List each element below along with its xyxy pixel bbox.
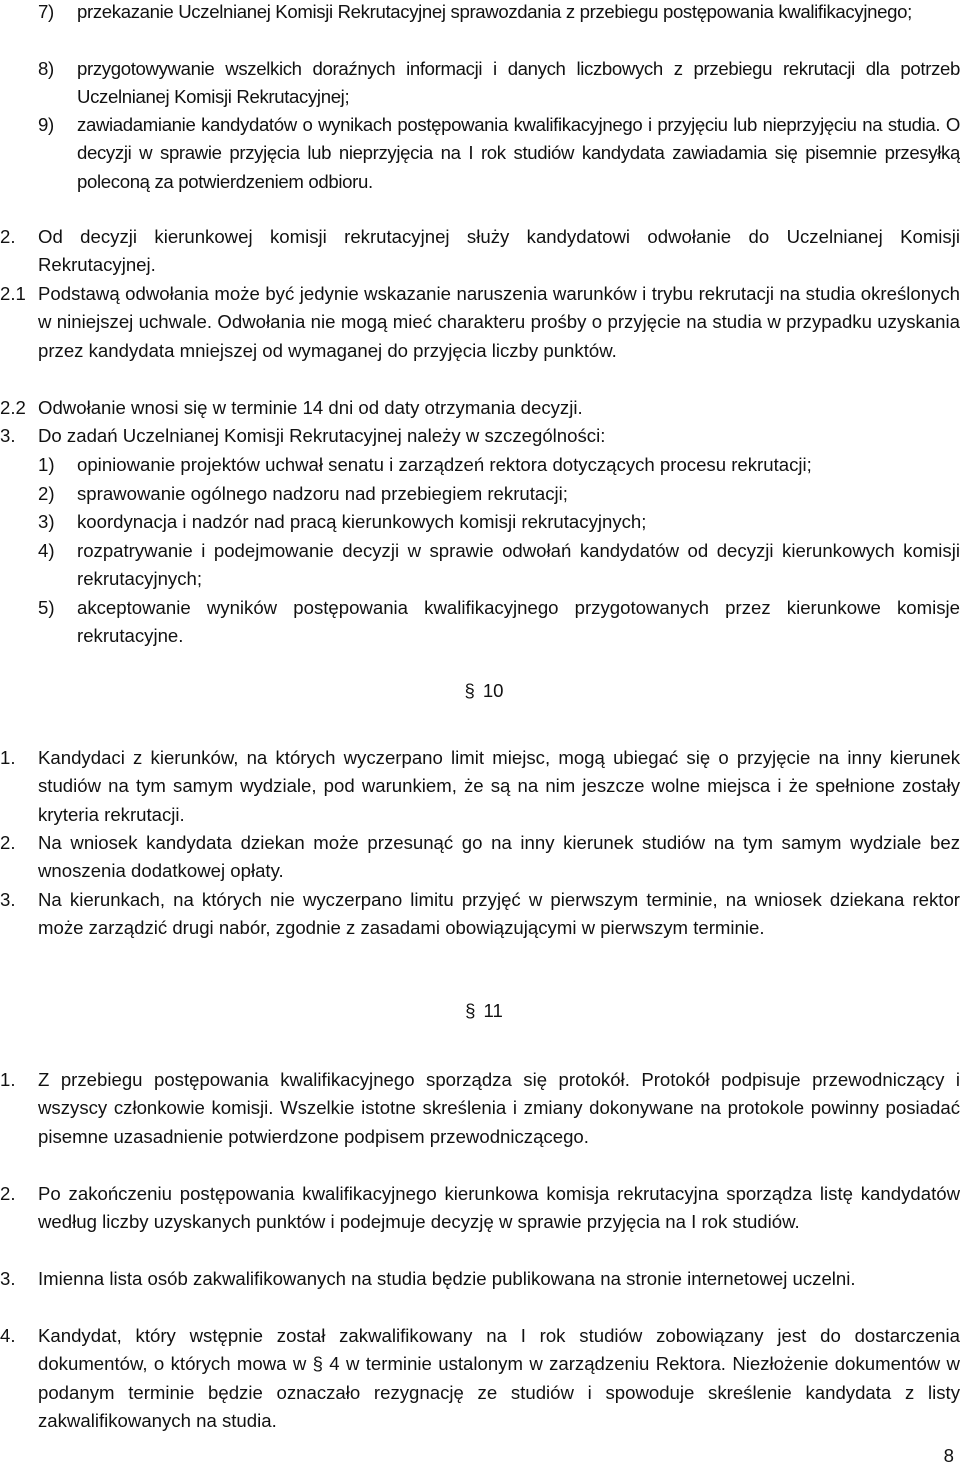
paragraph-point: [0, 1322, 960, 1436]
point-text: Kandydat, który wstępnie został zakwalifikowany na I rok studiów zobowiązany jest do dostarczenia dokumentów, o których mowa w § 4 w terminie ustalonym w zarządzeniu Rektora. Niezłożenie dokumentów w podanym terminie będzie oznaczało rezygnację ze studiów i spowoduje skreślenie kandydata z listy zakwalifikowanych na studia.: [38, 1325, 960, 1432]
point-number: 2.2: [0, 397, 26, 418]
list-item-number: 7): [38, 1, 54, 22]
list-item: [0, 55, 960, 113]
point-number: 3.: [0, 889, 16, 910]
list-item: [0, 0, 960, 56]
list-item-number: 1): [38, 454, 55, 475]
point-text: Na kierunkach, na których nie wyczerpano limitu przyjęć w pierwszym terminie, na wniosek dziekana rektor może zarządzić drugi nabór, zgodnie z zasadami obowiązującymi w pierwszym terminie.: [38, 889, 960, 939]
point-text: Do zadań Uczelnianej Komisji Rekrutacyjnej należy w szczególności:: [38, 425, 606, 446]
point-number: 4.: [0, 1325, 16, 1346]
paragraph-point: [0, 886, 960, 972]
point-number: 3.: [0, 425, 16, 446]
point-number: 1.: [0, 747, 16, 768]
list-item-number: 2): [38, 483, 55, 504]
page-number: 8: [943, 1445, 954, 1466]
list-item-number: 8): [38, 58, 54, 79]
list-item: [0, 451, 960, 480]
list-item-number: 4): [38, 540, 55, 561]
point-text: Po zakończeniu postępowania kwalifikacyjnego kierunkowa komisja rekrutacyjna sporządza listę kandydatów według liczby uzyskanych punktów i podejmuje decyzję w sprawie przyjęcia na I rok studiów.: [38, 1183, 960, 1233]
point-text: Na wniosek kandydata dziekan może przesunąć go na inny kierunek studiów na tym samym wydziale bez wnoszenia dodatkowej opłaty.: [38, 832, 960, 882]
list-item-text: przekazanie Uczelnianej Komisji Rekrutacyjnej sprawozdania z przebiegu postępowania kwalifikacyjnego;: [77, 1, 912, 22]
paragraph-point: [0, 829, 960, 887]
list-item: [0, 111, 960, 197]
paragraph-point: [0, 1265, 960, 1323]
paragraph-point: [0, 744, 960, 830]
point-text: Podstawą odwołania może być jedynie wskazanie naruszenia warunków i trybu rekrutacji na studia określonych w niniejszej uchwale. Odwołania nie mogą mieć charakteru prośby o przyjęcie na studia w przypadku uzyskania przez kandydata mniejszej od wymaganej do przyjęcia liczby punktów.: [38, 283, 960, 361]
list-item: [0, 480, 960, 509]
point-text: Imienna lista osób zakwalifikowanych na studia będzie publikowana na stronie internetowej uczelni.: [38, 1268, 856, 1289]
list-item-text: opiniowanie projektów uchwał senatu i zarządzeń rektora dotyczących procesu rekrutacji;: [77, 454, 812, 475]
list-item-text: przygotowywanie wszelkich doraźnych informacji i danych liczbowych z przebiegu rekrutacji dla potrzeb Uczelnianej Komisji Rekrutacyjnej;: [77, 58, 960, 108]
section-number: 10: [482, 680, 504, 701]
point-number: 1.: [0, 1069, 16, 1090]
paragraph-point: [0, 422, 960, 451]
list-item-text: sprawowanie ogólnego nadzoru nad przebiegiem rekrutacji;: [77, 483, 568, 504]
section-sign: §: [464, 680, 475, 701]
point-number: 3.: [0, 1268, 16, 1289]
section-sign: §: [465, 1000, 476, 1021]
section-heading: [0, 1000, 960, 1022]
paragraph-point: [0, 394, 960, 423]
list-item-number: 5): [38, 597, 55, 618]
paragraph-point: [0, 280, 960, 394]
list-item-text: rozpatrywanie i podejmowanie decyzji w sprawie odwołań kandydatów od decyzji kierunkowych komisji rekrutacyjnych;: [77, 540, 960, 590]
point-text: Kandydaci z kierunków, na których wyczerpano limit miejsc, mogą ubiegać się o przyjęcie na inny kierunek studiów na tym samym wydziale, pod warunkiem, że są na nim jeszcze wolne miejsca i że spełnione zostały kryteria rekrutacji.: [38, 747, 960, 825]
paragraph-point: [0, 1066, 960, 1180]
point-text: Z przebiegu postępowania kwalifikacyjnego sporządza się protokół. Protokół podpisuje przewodniczący i wszyscy członkowie komisji. Wszelkie istotne skreślenia i zmiany dokonywane na protokole powinny posiadać pisemne uzasadnienie potwierdzone podpisem przewodniczącego.: [38, 1069, 960, 1147]
paragraph-point: [0, 1180, 960, 1266]
point-number: 2.1: [0, 283, 26, 304]
list-item: [0, 537, 960, 595]
paragraph-point: [0, 223, 960, 281]
section-heading: [0, 680, 960, 702]
list-item-text: akceptowanie wyników postępowania kwalifikacyjnego przygotowanych przez kierunkowe komisje rekrutacyjne.: [77, 597, 960, 647]
point-number: 2.: [0, 226, 16, 247]
list-item-text: zawiadamianie kandydatów o wynikach postępowania kwalifikacyjnego i przyjęciu lub nieprzyjęciu na studia. O decyzji w sprawie przyjęcia lub nieprzyjęcia na I rok studiów kandydata zawiadamia się pisemnie przesyłką poleconą za potwierdzeniem odbioru.: [77, 114, 960, 192]
point-text: Odwołanie wnosi się w terminie 14 dni od daty otrzymania decyzji.: [38, 397, 583, 418]
point-text: Od decyzji kierunkowej komisji rekrutacyjnej służy kandydatowi odwołanie do Uczelnianej Komisji Rekrutacyjnej.: [38, 226, 960, 276]
list-item: [0, 508, 960, 537]
list-item-text: koordynacja i nadzór nad pracą kierunkowych komisji rekrutacyjnych;: [77, 511, 647, 532]
point-number: 2.: [0, 1183, 16, 1204]
section-number: 11: [483, 1000, 503, 1021]
point-number: 2.: [0, 832, 16, 853]
list-item-number: 9): [38, 114, 54, 135]
list-item: [0, 594, 960, 652]
list-item-number: 3): [38, 511, 55, 532]
